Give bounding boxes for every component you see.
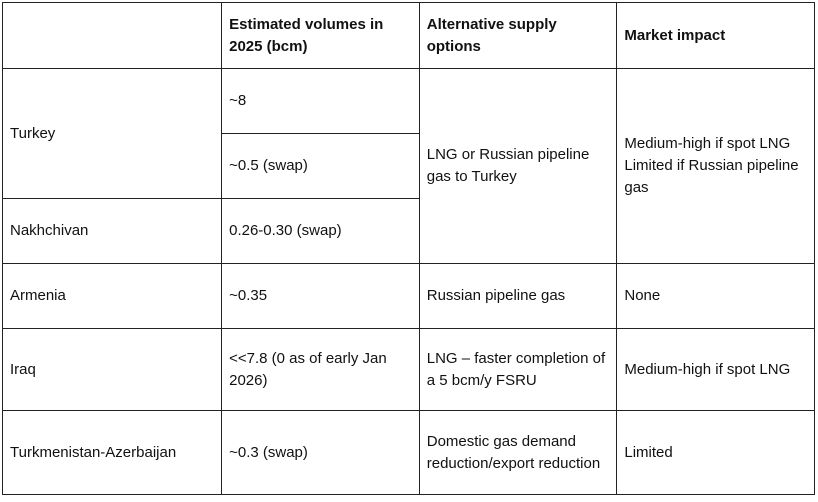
alternative-iraq: LNG – faster completion of a 5 bcm/y FSRU [419, 329, 617, 411]
table-row [3, 69, 815, 134]
alternative-armenia: Russian pipeline gas [419, 264, 617, 329]
country-turkmenistan-azerbaijan: Turkmenistan-Azerbaijan [3, 411, 222, 495]
country-iraq: Iraq [3, 329, 222, 411]
header-empty [3, 3, 222, 69]
volume-armenia: ~0.35 [222, 264, 420, 329]
country-nakhchivan: Nakhchivan [3, 199, 222, 264]
volume-nakhchivan: 0.26-0.30 (swap) [222, 199, 420, 264]
volume-turkey-b: ~0.5 (swap) [222, 134, 420, 199]
alternative-turkmenistan-azerbaijan: Domestic gas demand reduction/export reduction [419, 411, 617, 495]
country-turkey: Turkey [3, 69, 222, 199]
header-volumes: Estimated volumes in 2025 (bcm) [222, 3, 420, 69]
impact-armenia: None [617, 264, 815, 329]
volume-iraq: <<7.8 (0 as of early Jan 2026) [222, 329, 420, 411]
impact-iraq: Medium-high if spot LNG [617, 329, 815, 411]
volume-turkey-a: ~8 [222, 69, 420, 134]
header-alternatives: Alternative supply options [419, 3, 617, 69]
gas-supply-table [2, 2, 815, 495]
table-row [3, 264, 815, 329]
impact-turkmenistan-azerbaijan: Limited [617, 411, 815, 495]
alternative-turkey-nakhchivan: LNG or Russian pipeline gas to Turkey [419, 69, 617, 264]
country-armenia: Armenia [3, 264, 222, 329]
table-row [3, 329, 815, 411]
table-row [3, 411, 815, 495]
impact-turkey-nakhchivan: Medium-high if spot LNG Limited if Russian pipeline gas [617, 69, 815, 264]
header-row [3, 3, 815, 69]
volume-turkmenistan-azerbaijan: ~0.3 (swap) [222, 411, 420, 495]
header-market-impact: Market impact [617, 3, 815, 69]
